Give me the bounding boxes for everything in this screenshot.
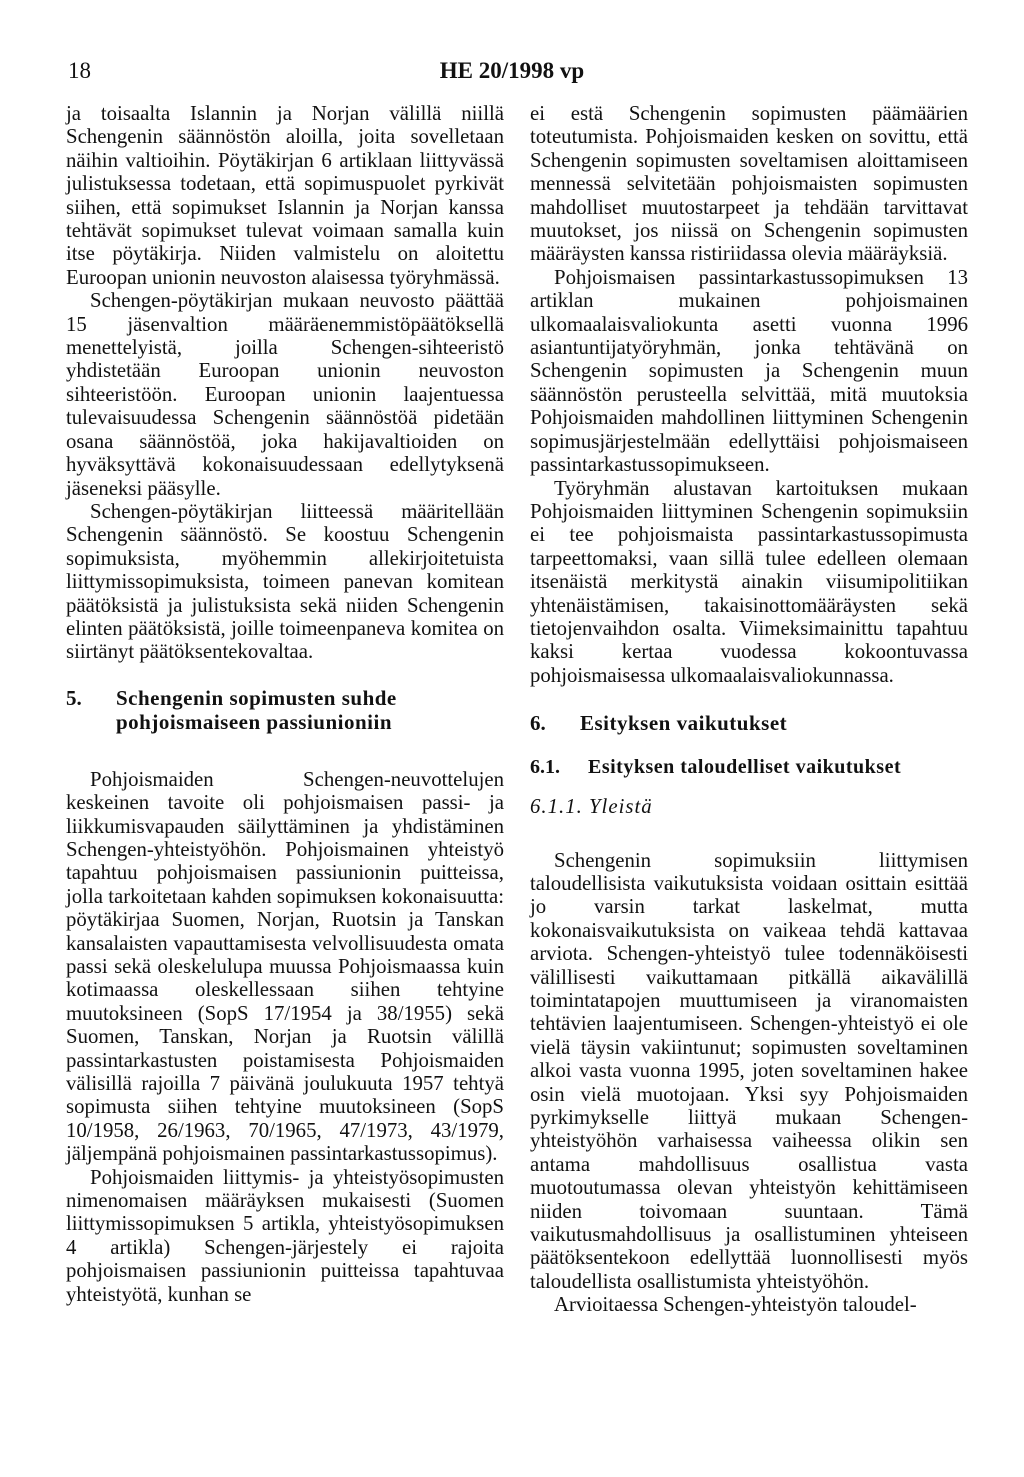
section-title: Schengenin sopimusten suhde pohjoismaiseen passiunioniin (116, 685, 397, 734)
section-heading-6-1 (530, 755, 968, 779)
paragraph: Pohjoismaiden Schengen-neuvottelujen keskeinen tavoite oli pohjoismaisen passi- ja liikkumisvapauden säilyttäminen ja yhdistäminen Schengen-yhteistyöhön. Pohjoismainen yhteistyö tapahtuu pohjoismaisen passiunionin puitteissa, jolla tarkoitetaan kahden sopimuksen kokonaisuutta: pöytäkirjaa Suomen, Norjan, Ruotsin ja Tanskan kansalaisten vapauttamisesta velvollisuudesta omata passi sekä oleskelulupa muussa Pohjoismaassa kuin kotimaassa oleskellessaan siihen tehtyine muutoksineen (SopS 17/1954 ja 38/1955) sekä Suomen, Tanskan, Norjan ja Ruotsin välillä passintarkastusten poistamisesta Pohjoismaiden välisillä rajoilla 7 päivänä joulukuuta 1957 tehtyä sopimusta siihen tehtyine muutoksineen (SopS 10/1958, 26/1963, 70/1965, 47/1973, 43/1979, jäljempänä pohjoismainen passintarkastussopimus). (66, 767, 504, 1166)
right-column (530, 102, 968, 1317)
paragraph: Schengen-pöytäkirjan liitteessä määritellään Schengenin säännöstö. Se koostuu Schengenin sopimuksista, myöhemmin allekirjoitetuista liittymissopimuksista, toimeen panevan komitean päätöksistä ja julistuksista sekä niiden Schengenin elinten päätöksistä, joille toimeenpaneva komitea on siirtänyt päätöksentekovaltaa. (66, 499, 504, 664)
paragraph: ja toisaalta Islannin ja Norjan välillä niillä Schengenin säännöstön aloilla, joita sovelletaan näihin valtioihin. Pöytäkirjan 6 artiklaan liittyvässä julistuksessa todetaan, että sopimuspuolet pyrkivät siihen, että sopimukset Islannin ja Norjan kanssa tehtävät sopimukset tulevat voimaan samalla kuin itse pöytäkirja. Niiden valmistelu on aloitettu Euroopan unionin neuvoston alaisessa työryhmässä. (66, 102, 504, 289)
paragraph: Schengen-pöytäkirjan mukaan neuvosto päättää 15 jäsenvaltion määräenemmistöpäätöksellä menettelyistä, joilla Schengen-sihteeristö yhdistetään Euroopan unionin neuvoston sihteeristöön. Euroopan unionin laajentuessa tulevaisuudessa Schengenin säännöstöä pidetään osana säännöstöä, joka hakijavaltioiden on hyväksyttävä kokonaisuudessaan edellytyksenä jäseneksi pääsylle. (66, 289, 504, 500)
section-number: 6.1. (530, 756, 560, 779)
section-title: Esityksen vaikutukset (580, 711, 788, 736)
section-number: 6. (530, 711, 546, 736)
paragraph: Pohjoismaiden liittymis- ja yhteistyösopimusten nimenomaisen määräyksen mukaisesti (Suomen liittymissopimuksen 5 artikla, yhteistyösopimuksen 4 artikla) Schengen-järjestely ei rajoita pohjoismaisen passiunionin puitteissa tapahtuvaa yhteistyötä, kunhan se (66, 1165, 504, 1306)
paragraph: Pohjoismaisen passintarkastussopimuksen 13 artiklan mukainen pohjoismainen ulkomaalaisvaliokunta asetti vuonna 1996 asiantuntijatyöryhmän, jonka tehtävänä on Schengenin sopimusten ja Schengenin muun säännöstön perusteella selvittää, mitä muutoksia Pohjoismaiden mahdollinen liittyminen Schengenin sopimusjärjestelmään edellyttäisi pohjoismaiseen passintarkastussopimukseen. (530, 265, 968, 477)
paragraph: ei estä Schengenin sopimusten päämäärien toteutumista. Pohjoismaiden kesken on sovittu, että Schengenin sopimusten soveltamisen aloittamiseen mennessä selvitetään pohjoismaisten sopimusten mahdolliset muutostarpeet ja tehdään tarvittavat muutokset, jos niissä on Schengenin sopimusten määräysten kanssa ristiriidassa olevia määräyksiä. (530, 102, 968, 266)
paragraph: Arvioitaessa Schengen-yhteistyön taloudel- (554, 1293, 917, 1317)
page-number: 18 (68, 58, 91, 83)
paragraph: Työryhmän alustavan kartoituksen mukaan Pohjoismaiden liittyminen Schengenin sopimuksiin ei tee pohjoismaista passintarkastussopimusta tarpeettomaksi, vaan sillä tulee edelleen olemaan itsenäistä merkitystä ainakin viisumipolitiikan yhtenäistämisen, takaisinottomääräysten sekä tietojenvaihdon osalta. Viimeksimainittu tapahtuu kaksi kertaa vuodessa kokoontuvassa pohjoismaisessa ulkomaalaisvaliokunnassa. (530, 476, 968, 687)
section-title: Esityksen taloudelliset vaikutukset (588, 756, 902, 779)
document-title: HE 20/1998 vp (439, 58, 585, 83)
section-heading-5 (66, 686, 504, 734)
subsection-heading-6-1-1: 6.1.1. Yleistä (530, 795, 653, 819)
section-heading-6 (530, 711, 968, 735)
paragraph: Schengenin sopimuksiin liittymisen taloudellisista vaikutuksista voidaan osittain esittää jo varsin tarkat laskelmat, mutta kokonaisvaikutuksista on vaikeaa tehdä kattavaa arviota. Schengen-yhteistyö tulee todennäköisesti välillisesti vaikuttamaan pitkällä aikavälillä toimintatapojen muuttumiseen ja viranomaisten tehtävien laajentumiseen. Schengen-yhteistyö ei ole vielä täysin vakiintunut; sopimusten soveltaminen alkoi vasta vuonna 1995, joten soveltaminen hakee osin vielä muotojaan. Yksi syy Pohjoismaiden pyrkimykselle liittyä mukaan Schengen-yhteistyöhön varhaisessa vaiheessa olikin sen antama mahdollisuus osallistua vasta muotoutumassa olevan yhteistyön kehittämiseen niiden toivomaan suuntaan. Tämä vaikutusmahdollisuus ja osallistuminen yhteiseen päätöksentekoon edellyttää luonnollisesti myös taloudellista osallistumista yhteistyöhön. (530, 848, 968, 1293)
section-number: 5. (66, 685, 82, 710)
left-column (66, 102, 504, 1306)
